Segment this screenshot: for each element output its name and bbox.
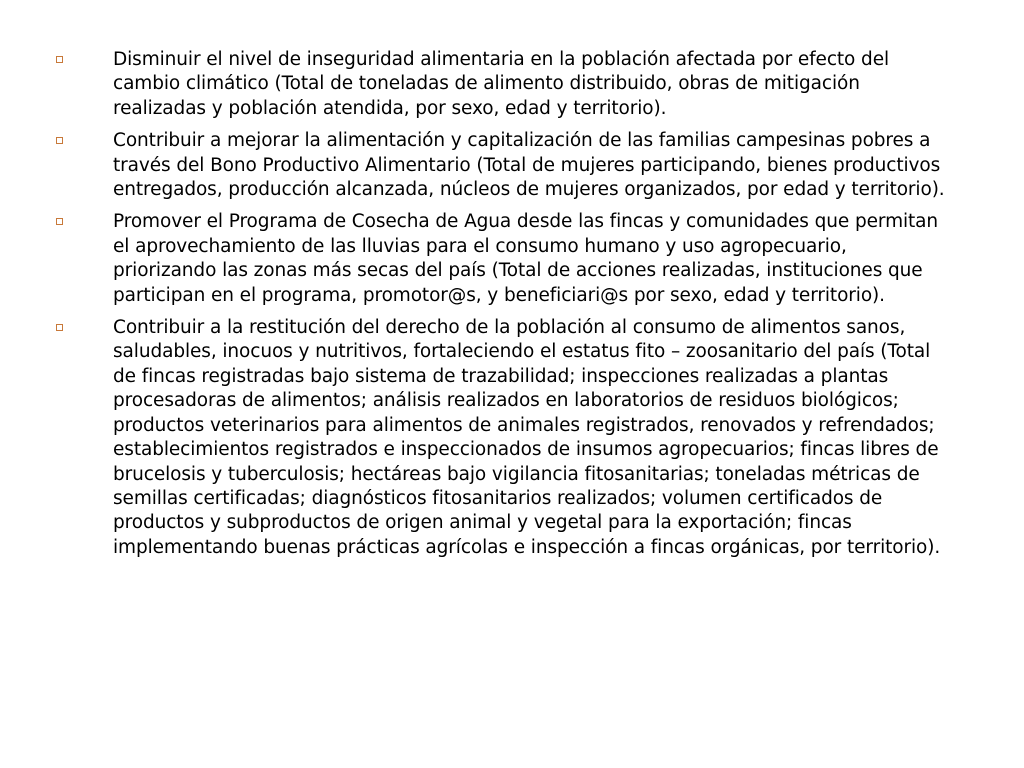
bullet-text: Promover el Programa de Cosecha de Agua desde las fincas y comunidades que permitan el aprovechamiento de las lluvias para el consumo humano y uso agropecuario, priorizando las zonas más secas del país (Total de acciones realizadas, instituciones que participan en el programa, promotor@s, y beneficiari@s por sexo, edad y territorio). <box>113 211 939 306</box>
bullet-text: Contribuir a mejorar la alimentación y capitalización de las familias campesinas pobres a través del Bono Productivo Alimentario (Total de mujeres participando, bienes productivos entregados, producción alcanzada, núcleos de mujeres organizados, por edad y territorio). <box>113 130 945 201</box>
bullet-text: Disminuir el nivel de inseguridad alimentaria en la población afectada por efecto del cambio climático (Total de toneladas de alimento distribuido, obras de mitigación realizadas y población atendida, por sexo, edad y territorio). <box>113 49 890 119</box>
hollow-square-bullet-icon <box>56 137 63 144</box>
bullet-text: Contribuir a la restitución del derecho de la población al consumo de alimentos sanos, saludables, inocuos y nutritivos, fortaleciendo el estatus fito – zoosanitario del país (Total de fincas registradas bajo sistema de trazabilidad; inspecciones realizadas a plantas procesadoras de alimentos; análisis realizados en laboratorios de residuos biológicos; productos veterinarios para alimentos de animales registrados, renovados y refrendados; establecimientos registrados e inspeccionados de insumos agropecuarios; fincas libres de brucelosis y tuberculosis; hectáreas bajo vigilancia fitosanitarias; toneladas métricas de semillas certificadas; diagnósticos fitosanitarios realizados; volumen certificados de productos y subproductos de origen animal y vegetal para la exportación; fincas implementando buenas prácticas agrícolas e inspección a fincas orgánicas, por territorio). <box>113 317 941 558</box>
hollow-square-bullet-icon <box>56 324 63 331</box>
hollow-square-bullet-icon <box>56 56 63 63</box>
list-item <box>52 316 952 560</box>
hollow-square-bullet-icon <box>56 218 63 225</box>
list-item <box>52 129 952 202</box>
list-item <box>52 48 952 121</box>
bullet-list <box>52 48 952 568</box>
list-item <box>52 210 952 308</box>
